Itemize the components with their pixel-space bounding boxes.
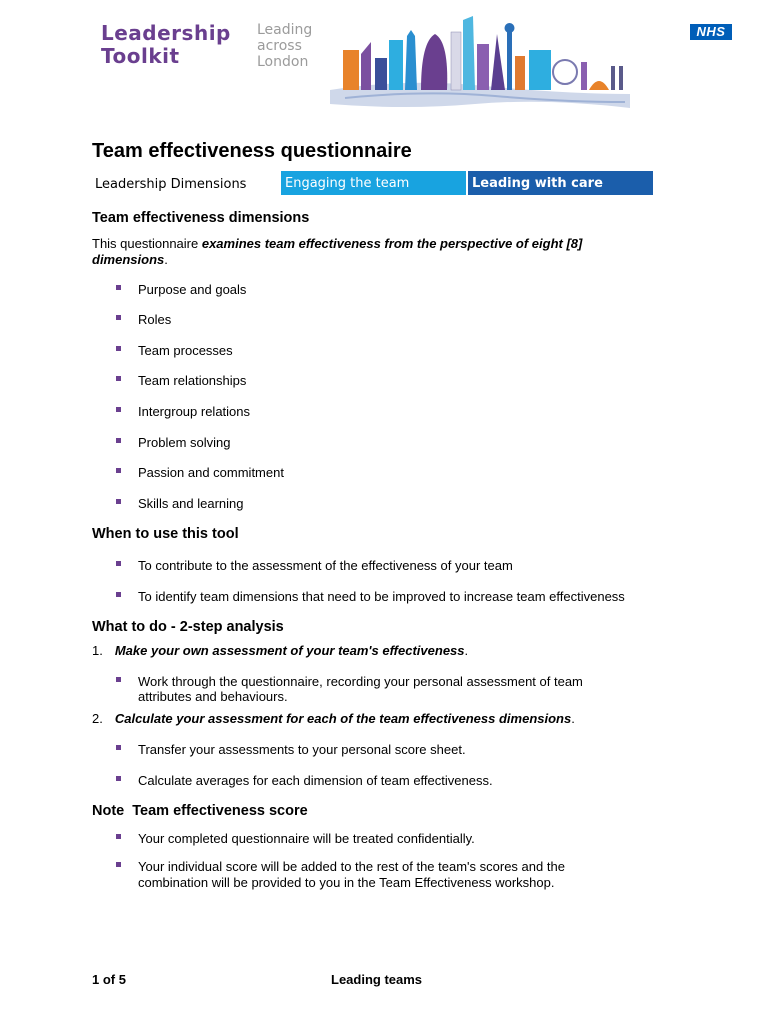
section-heading-what-to-do: What to do - 2-step analysis (92, 619, 284, 635)
step-2: 2. Calculate your assessment for each of the team effectiveness dimensions. (92, 711, 575, 726)
bullet-icon (116, 834, 121, 839)
dimension-engaging-the-team: Engaging the team (281, 171, 466, 195)
toolkit-logo (101, 22, 231, 68)
bullet-icon (116, 376, 121, 381)
bullet-icon (116, 592, 121, 597)
bullet-icon (116, 438, 121, 443)
dimensions-label: Leadership Dimensions (95, 177, 247, 192)
london-skyline-image (325, 12, 635, 112)
leadership-dimensions-row (91, 171, 653, 195)
section-heading-dimensions: Team effectiveness dimensions (92, 210, 310, 226)
bullet-icon (116, 776, 121, 781)
leading-across-london-logo (257, 22, 312, 70)
lal-line1: Leading (257, 22, 313, 38)
page-title: Team effectiveness questionnaire (92, 140, 412, 162)
step-1: 1. Make your own assessment of your team's effectiveness. (92, 643, 469, 658)
bullet-icon (116, 315, 121, 320)
section-heading-score (92, 803, 308, 819)
footer-title: Leading teams (331, 972, 423, 987)
step-2-text: Calculate your assessment for each of the team effectiveness dimensions (114, 711, 572, 726)
bullet-icon (116, 468, 121, 473)
bullet-icon (116, 561, 121, 566)
score-heading: Team effectiveness score (132, 803, 308, 819)
bullet-icon (116, 346, 121, 351)
bullet-icon (116, 745, 121, 750)
bullet-icon (116, 499, 121, 504)
intro-plain: This questionnaire (92, 236, 202, 251)
nhs-logo: NHS (690, 24, 732, 40)
intro-end: . (164, 252, 168, 267)
toolkit-logo-line2: Toolkit (101, 44, 180, 68)
step-2-number: 2. (92, 711, 103, 726)
section-intro (92, 236, 652, 268)
step-1-number: 1. (92, 643, 103, 658)
bullet-icon (116, 677, 121, 682)
bullet-icon (116, 285, 121, 290)
intro-emphasis: examines team effectiveness from the perspective of eight [8] dimensions (92, 236, 583, 267)
bullet-icon (116, 862, 121, 867)
step-1-text: Make your own assessment of your team's effectiveness (114, 643, 465, 658)
section-heading-when: When to use this tool (92, 526, 239, 542)
page-number: 1 of 5 (92, 972, 126, 987)
toolkit-logo-line1: Leadership (101, 21, 231, 45)
bullet-icon (116, 407, 121, 412)
lal-line3: London (257, 54, 309, 70)
note-label: Note (92, 803, 125, 819)
dimension-leading-with-care: Leading with care (468, 171, 653, 195)
lal-line2: across (257, 38, 302, 54)
